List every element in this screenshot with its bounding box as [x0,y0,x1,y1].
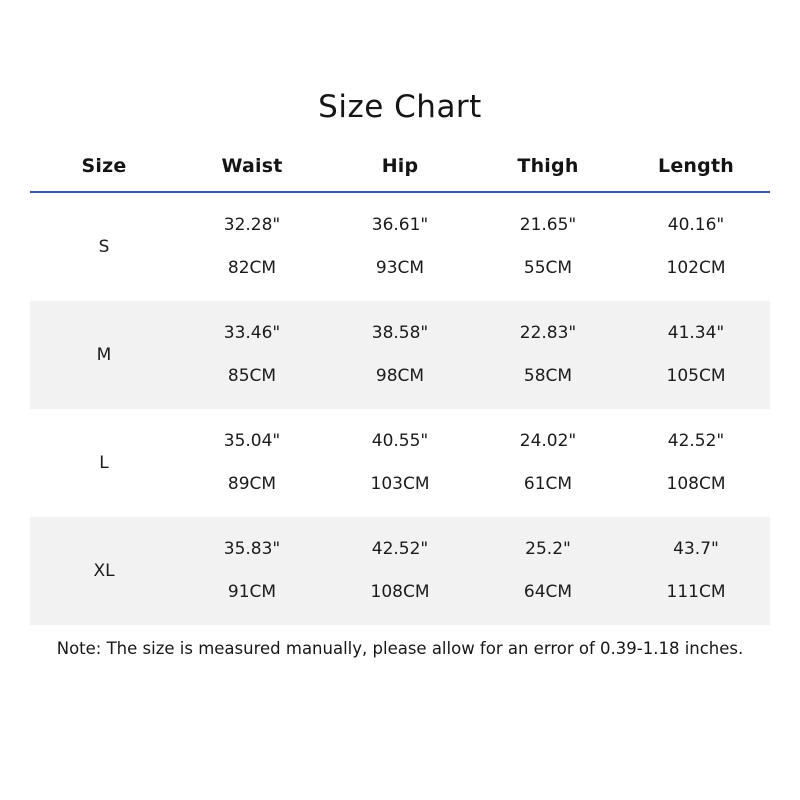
value-inch: 40.55" [371,431,429,451]
cell-length [622,409,770,517]
column-header-thigh: Thigh [517,155,579,177]
cell-hip [326,192,474,301]
measure-pair [622,409,770,517]
value-cm: 108CM [370,582,430,602]
table-row [30,192,770,301]
value-cm: 102CM [666,258,726,278]
value-inch: 22.83" [519,323,577,343]
value-inch: 38.58" [371,323,429,343]
cell-waist [178,409,326,517]
value-cm: 55CM [523,258,573,278]
value-inch: 21.65" [519,215,577,235]
measure-pair [474,301,622,409]
value-cm: 111CM [666,582,726,602]
value-cm: 91CM [227,582,277,602]
table-row [30,517,770,625]
table-header-row [30,145,770,192]
table-row [30,409,770,517]
column-header-hip: Hip [381,155,419,177]
value-cm: 89CM [227,474,277,494]
value-cm: 82CM [227,258,277,278]
value-inch: 35.83" [223,539,281,559]
cell-waist [178,301,326,409]
measure-pair [178,193,326,301]
cell-size: L [30,409,178,517]
measure-pair [622,301,770,409]
cell-waist [178,192,326,301]
value-inch: 33.46" [223,323,281,343]
measure-pair [326,301,474,409]
value-cm: 58CM [523,366,573,386]
cell-length [622,192,770,301]
value-cm: 105CM [666,366,726,386]
column-header-length: Length [658,155,734,177]
value-inch: 25.2" [525,539,571,559]
value-cm: 85CM [227,366,277,386]
cell-thigh [474,301,622,409]
cell-hip [326,409,474,517]
measure-pair [326,517,474,625]
measure-pair [474,193,622,301]
value-inch: 42.52" [371,539,429,559]
column-header-size: Size [81,155,127,177]
cell-hip [326,517,474,625]
value-cm: 93CM [375,258,425,278]
cell-size: XL [30,517,178,625]
measure-pair [622,517,770,625]
value-cm: 64CM [523,582,573,602]
cell-size: S [30,192,178,301]
table-body [30,192,770,625]
page-title: Size Chart [318,89,482,125]
measurement-note: Note: The size is measured manually, please allow for an error of 0.39-1.18 inches. [56,639,744,658]
value-inch: 41.34" [667,323,725,343]
table-header [30,145,770,192]
measure-pair [178,301,326,409]
value-inch: 35.04" [223,431,281,451]
cell-thigh [474,192,622,301]
measure-pair [326,193,474,301]
cell-size: M [30,301,178,409]
size-chart-table [30,145,770,625]
value-inch: 42.52" [667,431,725,451]
measure-pair [178,409,326,517]
measure-pair [474,517,622,625]
cell-length [622,517,770,625]
table-row [30,301,770,409]
measure-pair [178,517,326,625]
measure-pair [326,409,474,517]
value-inch: 40.16" [667,215,725,235]
measure-pair [474,409,622,517]
cell-hip [326,301,474,409]
value-cm: 103CM [370,474,430,494]
cell-waist [178,517,326,625]
column-header-waist: Waist [221,155,283,177]
value-cm: 108CM [666,474,726,494]
measure-pair [622,193,770,301]
cell-length [622,301,770,409]
value-inch: 32.28" [223,215,281,235]
value-cm: 98CM [375,366,425,386]
cell-thigh [474,409,622,517]
value-inch: 24.02" [519,431,577,451]
value-inch: 36.61" [371,215,429,235]
value-inch: 43.7" [673,539,719,559]
cell-thigh [474,517,622,625]
value-cm: 61CM [523,474,573,494]
